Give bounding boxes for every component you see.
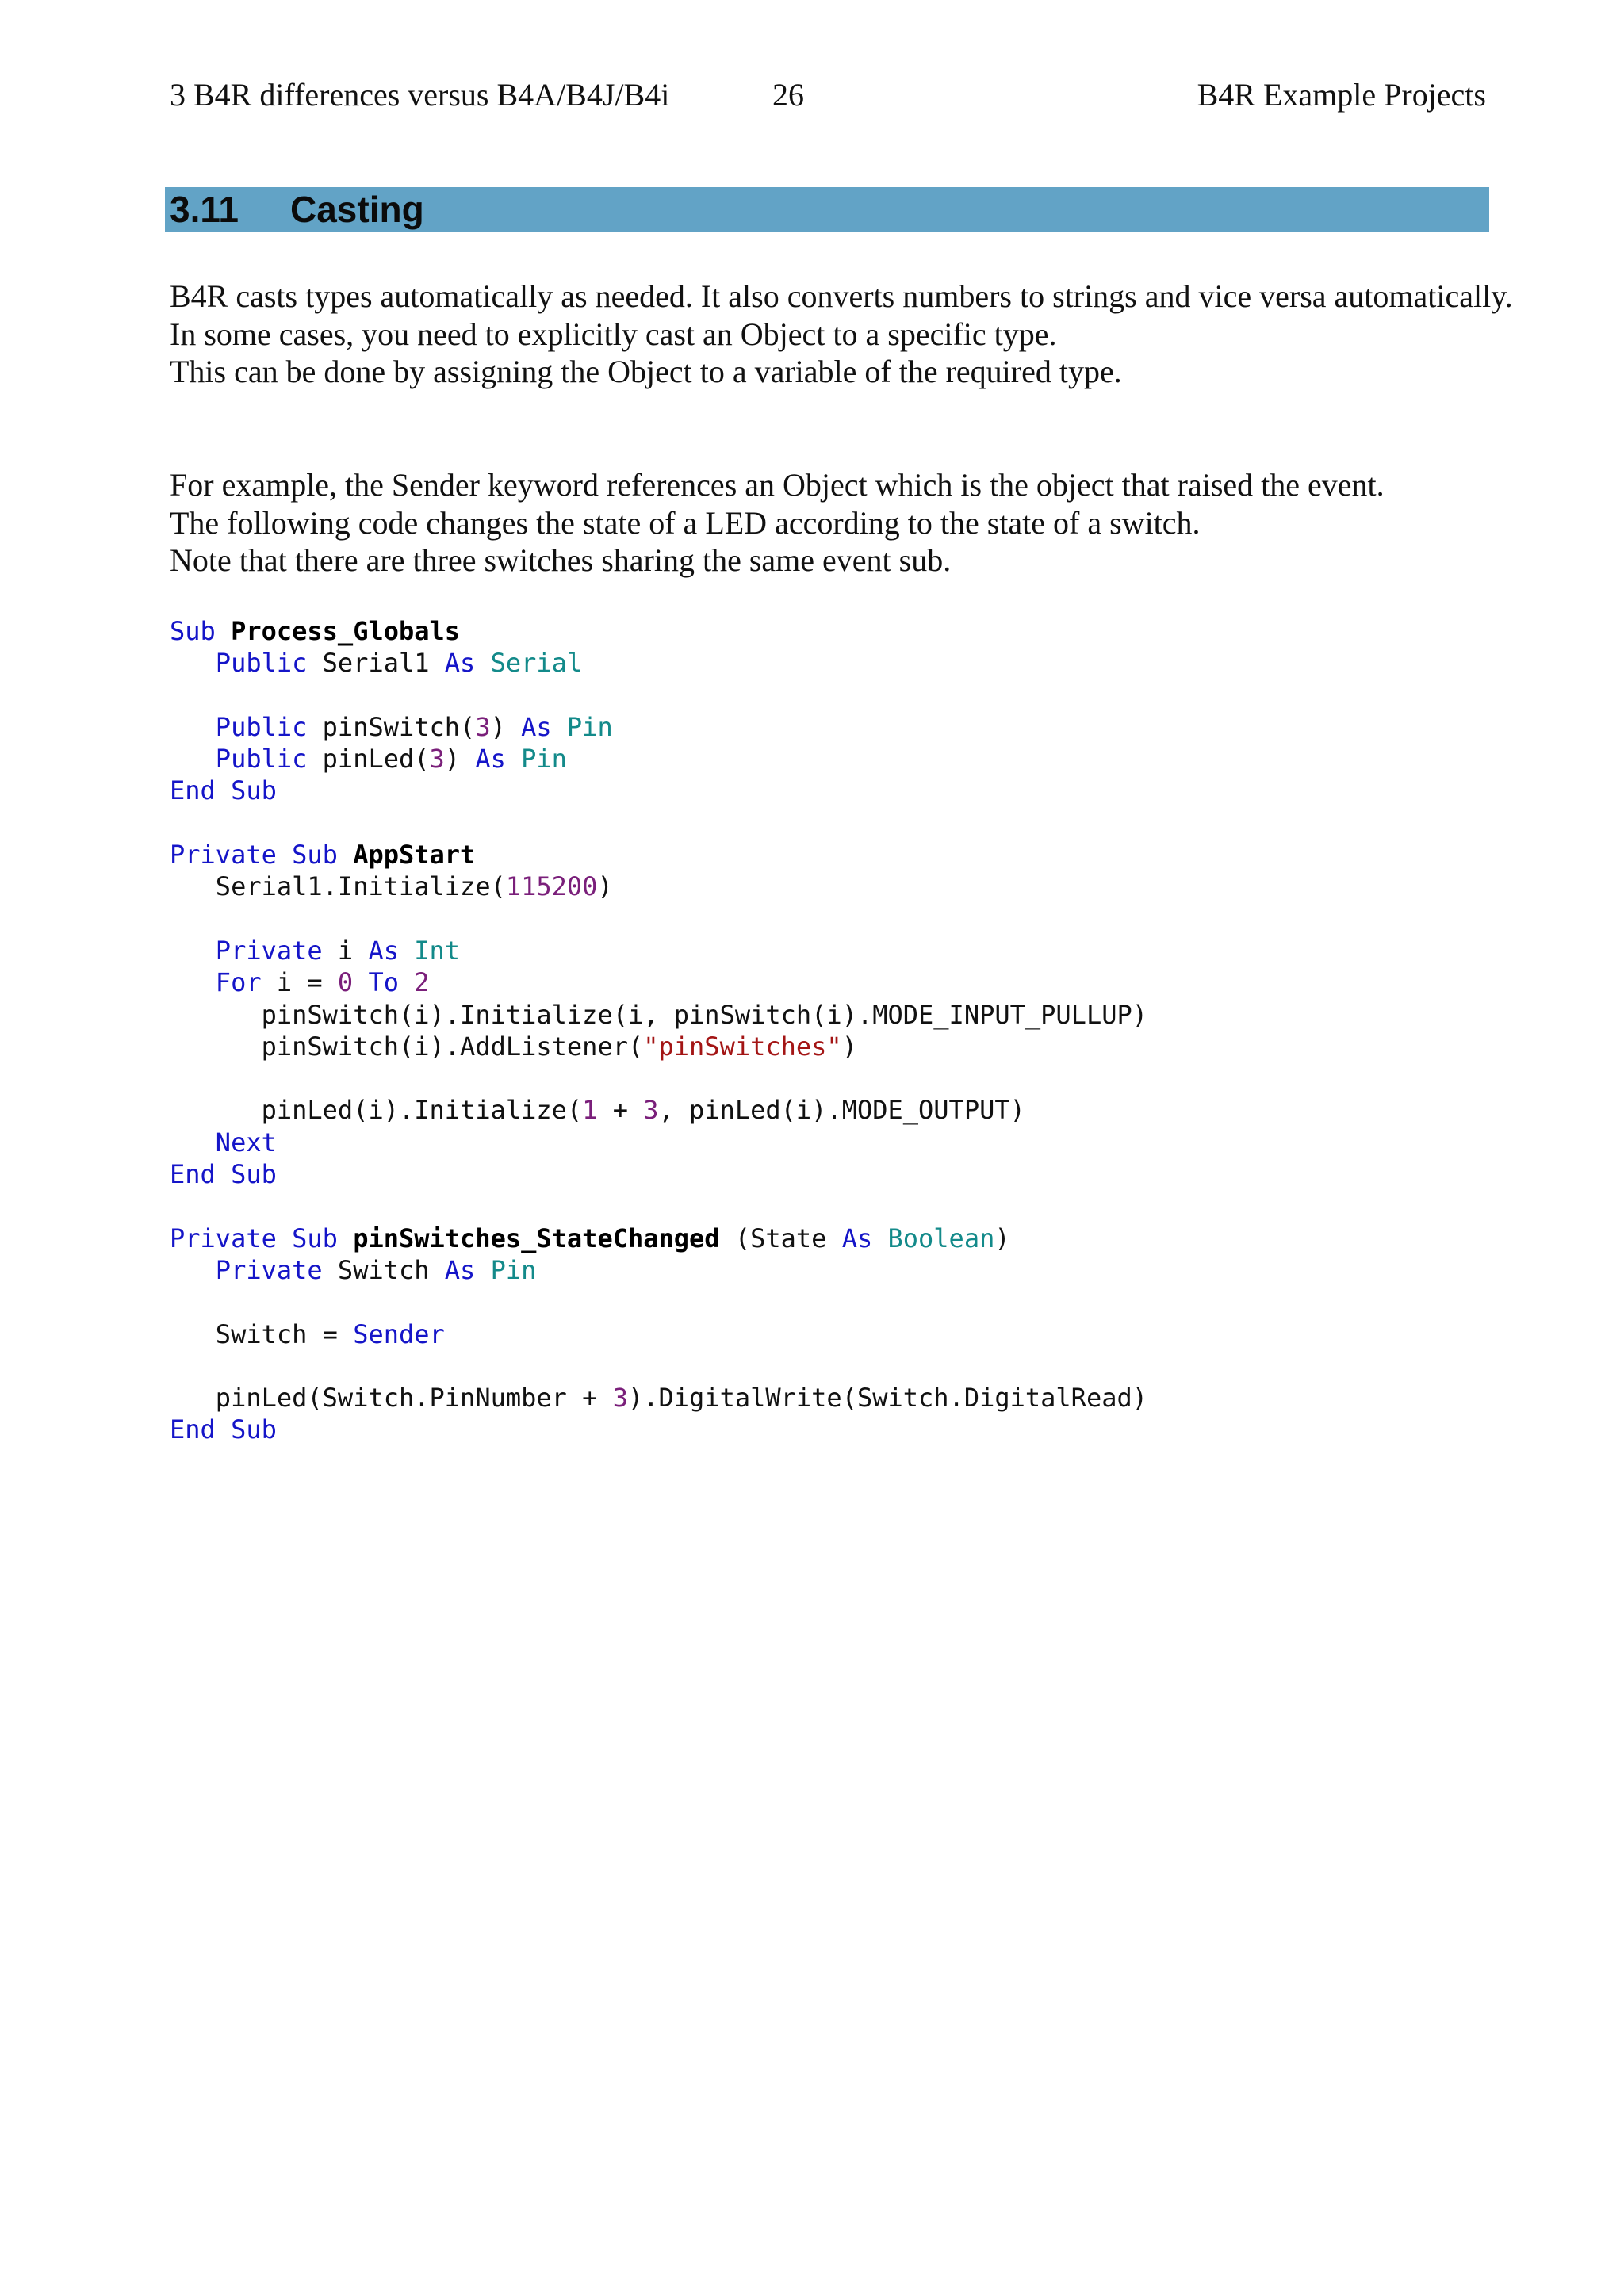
code-token xyxy=(170,712,216,742)
code-token: As xyxy=(444,648,476,679)
code-token xyxy=(170,1127,216,1158)
code-line xyxy=(170,711,1518,743)
code-token: "pinSwitches" xyxy=(643,1031,842,1062)
code-line xyxy=(170,1158,1518,1190)
code-line xyxy=(170,999,1518,1031)
code-line xyxy=(170,807,1518,839)
code-token: End Sub xyxy=(170,1159,277,1190)
code-token: Process_Globals xyxy=(231,616,461,646)
code-line xyxy=(170,1031,1518,1062)
code-token: Private Sub xyxy=(170,840,354,871)
code-token: ) xyxy=(444,744,476,775)
section-title: Casting xyxy=(290,189,424,230)
code-token: 3 xyxy=(643,1095,659,1126)
code-token: End Sub xyxy=(170,775,277,806)
paragraph-line: In some cases, you need to explicitly cast an Object to a specific type. xyxy=(170,316,1057,352)
code-token: 3 xyxy=(475,711,491,742)
code-token: pinSwitch( xyxy=(307,711,476,742)
code-line xyxy=(170,1254,1518,1286)
code-token: Serial1.Initialize( xyxy=(170,871,506,902)
paragraph-line: For example, the Sender keyword references an Object which is the object that raised the event. xyxy=(170,467,1385,503)
code-line xyxy=(170,1190,1518,1222)
code-token: As xyxy=(841,1223,873,1253)
code-token xyxy=(170,967,216,997)
code-token: pinSwitch(i).AddListener( xyxy=(170,1031,644,1062)
code-token: As xyxy=(368,935,399,966)
code-token: 3 xyxy=(612,1383,628,1414)
section-heading xyxy=(165,187,1489,232)
code-line xyxy=(170,1350,1518,1382)
code-token: 0 xyxy=(337,967,354,998)
code-line xyxy=(170,647,1518,679)
code-token: pinLed(i).Initialize( xyxy=(170,1095,583,1126)
code-token: Pin xyxy=(566,711,613,742)
code-token: Sub xyxy=(170,616,232,646)
header-chapter-title: 3 B4R differences versus B4A/B4J/B4i xyxy=(170,77,670,113)
code-token: Public xyxy=(215,648,308,679)
code-line xyxy=(170,1127,1518,1158)
code-token xyxy=(475,648,490,678)
code-token: 2 xyxy=(414,967,430,998)
code-token xyxy=(506,744,521,774)
paragraph-line: Note that there are three switches sharing the same event sub. xyxy=(170,542,952,578)
code-token: Switch xyxy=(322,1254,445,1285)
code-token: Next xyxy=(215,1127,277,1158)
code-token: ) xyxy=(994,1223,1010,1253)
code-token: 115200 xyxy=(505,871,598,902)
code-token: As xyxy=(521,711,552,742)
code-token: 3 xyxy=(429,744,445,775)
code-token xyxy=(872,1223,887,1253)
code-line xyxy=(170,1382,1518,1414)
code-token: Private Sub xyxy=(170,1223,354,1253)
code-token: (State xyxy=(719,1223,842,1253)
code-token: , pinLed(i).MODE_OUTPUT) xyxy=(658,1095,1025,1126)
code-token xyxy=(170,1255,216,1285)
code-line xyxy=(170,1414,1518,1445)
code-token: AppStart xyxy=(353,840,476,871)
code-token: i xyxy=(322,935,369,966)
code-token: Pin xyxy=(521,744,567,775)
code-token: Int xyxy=(414,935,461,966)
code-token: Pin xyxy=(490,1254,537,1285)
code-token: Boolean xyxy=(887,1223,995,1253)
code-token: ).DigitalWrite(Switch.DigitalRead) xyxy=(627,1383,1147,1414)
code-line xyxy=(170,1318,1518,1350)
code-token: Private xyxy=(215,1254,323,1285)
code-token: To xyxy=(368,967,399,998)
header-page-number: 26 xyxy=(772,77,804,113)
code-token: As xyxy=(444,1254,476,1285)
code-line xyxy=(170,1286,1518,1318)
code-token: Switch = xyxy=(170,1318,354,1349)
code-token xyxy=(170,936,216,966)
paragraph-line: This can be done by assigning the Object to a variable of the required type. xyxy=(170,354,1122,389)
code-line xyxy=(170,1094,1518,1126)
code-token xyxy=(399,967,414,997)
code-line xyxy=(170,935,1518,966)
code-token xyxy=(475,1255,490,1285)
code-token xyxy=(170,744,216,774)
intro-paragraph xyxy=(170,277,1518,391)
code-token xyxy=(552,712,567,742)
code-token: ) xyxy=(490,711,522,742)
code-token: i = xyxy=(261,967,338,998)
code-line xyxy=(170,839,1518,871)
code-line xyxy=(170,966,1518,998)
section-number: 3.11 xyxy=(170,189,239,230)
code-token xyxy=(399,936,414,966)
code-token: ) xyxy=(597,871,613,902)
example-paragraph xyxy=(170,466,1518,580)
code-token: pinSwitch(i).Initialize(i, pinSwitch(i).MODE_INPUT_PULLUP) xyxy=(170,999,1147,1030)
code-token: As xyxy=(475,744,506,775)
code-token: Serial xyxy=(490,648,583,679)
code-line xyxy=(170,615,1518,647)
code-line xyxy=(170,871,1518,902)
header-book-title: B4R Example Projects xyxy=(1197,77,1486,113)
code-line xyxy=(170,1062,1518,1094)
code-token: pinLed( xyxy=(307,744,430,775)
code-token: Serial1 xyxy=(307,648,445,679)
code-token: Public xyxy=(215,744,308,775)
code-token: Sender xyxy=(353,1318,445,1349)
code-token: pinLed(Switch.PinNumber + xyxy=(170,1383,613,1414)
code-line xyxy=(170,903,1518,935)
paragraph-line: The following code changes the state of a LED according to the state of a switch. xyxy=(170,504,1201,541)
code-line xyxy=(170,1223,1518,1254)
code-token: End Sub xyxy=(170,1414,277,1445)
code-token: Private xyxy=(215,935,323,966)
code-token xyxy=(353,967,368,997)
code-token: ) xyxy=(841,1031,857,1062)
code-listing xyxy=(170,615,1518,1446)
code-token: pinSwitches_StateChanged xyxy=(353,1223,720,1253)
code-token: For xyxy=(215,967,262,998)
code-token: Public xyxy=(215,711,308,742)
paragraph-line: B4R casts types automatically as needed. It also converts numbers to strings and vice versa automatically. xyxy=(170,278,1513,314)
code-token xyxy=(170,648,216,678)
code-line xyxy=(170,775,1518,806)
code-line xyxy=(170,743,1518,775)
code-token: 1 xyxy=(582,1095,598,1126)
code-line xyxy=(170,679,1518,711)
code-token: + xyxy=(597,1095,644,1126)
